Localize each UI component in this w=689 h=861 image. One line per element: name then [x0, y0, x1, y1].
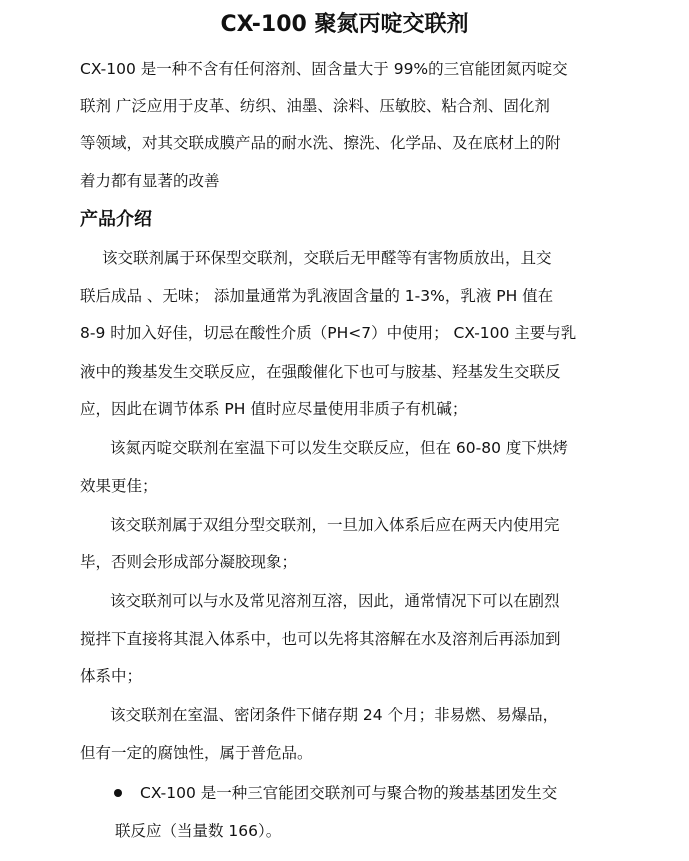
intro-line: 着力都有显著的改善	[80, 172, 220, 190]
paragraph-line: 体系中；	[80, 667, 143, 685]
bullet-line: 联反应（当量数 166）。	[115, 822, 282, 840]
paragraph-line: 该交联剂可以与水及常见溶剂互溶，因此，通常情况下可以在剧烈	[110, 592, 560, 610]
paragraph-line: 该氮丙啶交联剂在室温下可以发生交联反应，但在 60-80 度下烘烤	[110, 439, 568, 457]
paragraph-line: 该交联剂在室温、密闭条件下储存期 24 个月；非易燃、易爆品，	[110, 706, 559, 724]
paragraph-line: 联后成品 、无味； 添加量通常为乳液固含量的 1-3%，乳液 PH 值在	[80, 287, 554, 305]
intro-line: CX-100 是一种不含有任何溶剂、固含量大于 99%的三官能团氮丙啶交	[80, 60, 568, 78]
paragraph-line: 毕，否则会形成部分凝胶现象；	[80, 553, 298, 571]
document-title: CX-100 聚氮丙啶交联剂	[220, 12, 469, 37]
paragraph-line: 8-9 时加入好佳，切忌在酸性介质（PH<7）中使用； CX-100 主要与乳	[80, 324, 577, 342]
intro-line: 联剂 广泛应用于皮革、纺织、油墨、涂料、压敏胶、粘合剂、固化剂	[80, 97, 550, 115]
paragraph-line: 该交联剂属于环保型交联剂，交联后无甲醛等有害物质放出，且交	[102, 249, 552, 267]
section-heading: 产品介绍	[80, 209, 152, 230]
bullet-icon	[114, 789, 122, 797]
intro-line: 等领域，对其交联成膜产品的耐水洗、擦洗、化学品、及在底材上的附	[80, 134, 561, 152]
paragraph-line: 液中的羧基发生交联反应，在强酸催化下也可与胺基、羟基发生交联反	[80, 363, 561, 381]
paragraph-line: 该交联剂属于双组分型交联剂，一旦加入体系后应在两天内使用完	[110, 516, 560, 534]
bullet-line: CX-100 是一种三官能团交联剂可与聚合物的羧基基团发生交	[140, 784, 558, 802]
paragraph-line: 但有一定的腐蚀性，属于普危品。	[80, 744, 313, 762]
paragraph-line: 效果更佳；	[80, 477, 158, 495]
paragraph-line: 应，因此在调节体系 PH 值时应尽量使用非质子有机碱；	[80, 400, 468, 418]
paragraph-line: 搅拌下直接将其混入体系中，也可以先将其溶解在水及溶剂后再添加到	[80, 630, 561, 648]
